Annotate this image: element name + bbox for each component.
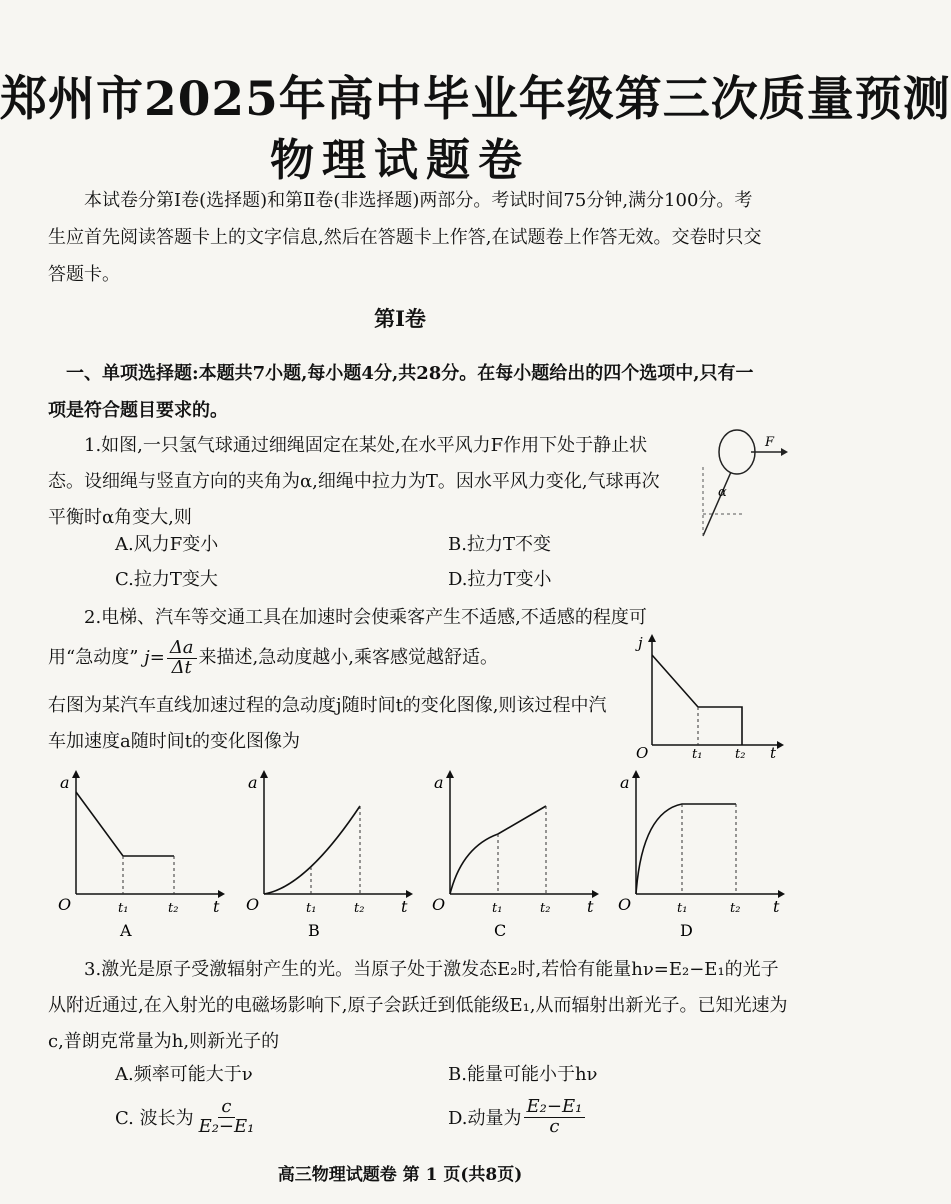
jerk-time-graph: [632, 630, 782, 760]
part1-header: [48, 355, 768, 429]
graph-a-t2: t₂: [168, 901, 179, 916]
graph-a-origin: O: [58, 895, 72, 914]
q1-option-d: D.拉力T变小: [448, 569, 552, 590]
q3-option-d-numerator: E₂−E₁: [524, 1098, 586, 1118]
q3-option-d-text: D.动量为: [448, 1108, 522, 1130]
option-d-graph: [608, 762, 793, 942]
jt-xlabel: t: [770, 744, 777, 762]
question-1-stem: 1.如图,一只氢气球通过细绳固定在某处,在水平风力F作用下处于静止状态。设细绳与竖直方向的夹角为α,细绳中拉力为T。因水平风力变化,气球再次平衡时α角变大,则: [48, 435, 660, 528]
paper-title: 郑州市2025年高中毕业年级第三次质量预测: [0, 72, 951, 127]
q3-option-d-denominator: c: [549, 1115, 560, 1137]
question-2-line3: [48, 688, 608, 760]
page-footer: 高三物理试题卷 第 1 页(共8页): [277, 1165, 523, 1185]
jerk-formula-denominator: Δt: [171, 656, 192, 678]
paper-subtitle: 物理试题卷: [270, 135, 530, 186]
q1-option-a: A.风力F变小: [115, 534, 219, 555]
graph-d-origin: O: [618, 895, 632, 914]
graph-a-t1: t₁: [118, 901, 129, 916]
string-line: [703, 472, 731, 536]
q3-option-b: B.能量可能小于hν: [448, 1064, 598, 1085]
graph-c-curve: [450, 806, 546, 894]
question-3: [48, 952, 788, 1060]
jt-x-arrow: [777, 741, 784, 749]
jt-t2-label: t₂: [735, 747, 746, 762]
exam-instructions: [48, 182, 768, 293]
jt-curve: [652, 655, 742, 745]
jt-y-arrow: [648, 634, 656, 642]
jerk-formula-numerator: Δa: [167, 639, 197, 659]
alpha-label: α: [718, 485, 727, 500]
question-2-stem-b2: 来描述,急动度越小,乘客感觉越舒适。: [198, 647, 498, 668]
jerk-formula-fraction: [167, 636, 197, 678]
option-c-graph: [422, 762, 607, 942]
option-a-graph: [48, 762, 233, 942]
question-3-stem: 3.激光是原子受激辐射产生的光。当原子处于激发态E₂时,若恰有能量hν=E₂−E₁的光子从附近通过,在入射光的电磁场影响下,原子会跃迁到低能级E₁,从而辐射出新光子。已知光速为c,普朗克常量为h,则新光子的: [48, 959, 788, 1052]
graph-c-t2: t₂: [540, 901, 551, 916]
question-2-line2: [48, 636, 668, 680]
graph-d-ylabel: a: [620, 773, 630, 792]
jt-ylabel: j: [638, 634, 643, 652]
balloon-shape: [719, 430, 755, 474]
graph-d-xlabel: t: [773, 897, 780, 916]
graph-b-curve: [264, 806, 360, 894]
graph-b-letter: B: [308, 921, 320, 940]
instructions-text: 本试卷分第Ⅰ卷(选择题)和第Ⅱ卷(非选择题)两部分。考试时间75分钟,满分100分。考生应首先阅读答题卡上的文字信息,然后在答题卡上作答,在试题卷上作答无效。交卷时只交答题卡。: [48, 190, 762, 285]
q3-option-c-fraction: [196, 1098, 258, 1137]
q3-option-c-text: C. 波长为: [115, 1108, 194, 1130]
q3-option-a: A.频率可能大于ν: [115, 1064, 253, 1085]
graph-c-t1: t₁: [492, 901, 503, 916]
graph-d-y-arrow: [632, 770, 640, 778]
graph-d-t2: t₂: [730, 901, 741, 916]
graph-b-origin: O: [246, 895, 260, 914]
question-1: [48, 428, 673, 536]
graph-d-t1: t₁: [677, 901, 688, 916]
graph-c-origin: O: [432, 895, 446, 914]
graph-a-y-arrow: [72, 770, 80, 778]
wind-force-arrowhead: [781, 448, 788, 456]
graph-d-letter: D: [680, 921, 693, 940]
graph-a-xlabel: t: [213, 897, 220, 916]
q3-option-c-numerator: c: [218, 1098, 234, 1118]
question-2-stem-b1: 用“急动度”: [48, 647, 139, 668]
graph-b-xlabel: t: [401, 897, 408, 916]
question-2-stem-a: 2.电梯、汽车等交通工具在加速时会使乘客产生不适感,不适感的程度可: [84, 607, 647, 628]
graph-b-y-arrow: [260, 770, 268, 778]
section-title: 第Ⅰ卷: [374, 306, 426, 331]
graph-c-xlabel: t: [587, 897, 594, 916]
part1-header-text: 一、单项选择题:本题共7小题,每小题4分,共28分。在每小题给出的四个选项中,只有一项是符合题目要求的。: [48, 363, 754, 421]
option-b-graph: [236, 762, 421, 942]
q3-option-c: [115, 1098, 259, 1137]
graph-a-letter: A: [120, 921, 132, 940]
graph-b-t1: t₁: [306, 901, 317, 916]
q3-option-d-fraction: [524, 1098, 586, 1137]
force-label: F: [765, 435, 775, 450]
q3-option-d: [448, 1098, 587, 1137]
q1-option-c: C.拉力T变大: [115, 569, 218, 590]
q2-option-graphs: [48, 762, 788, 942]
balloon-figure: [685, 418, 790, 538]
graph-d-curve: [636, 804, 736, 894]
question-2-stem-c: 右图为某汽车直线加速过程的急动度j随时间t的变化图像,则该过程中汽车加速度a随时间t的变化图像为: [48, 695, 607, 752]
graph-b-t2: t₂: [354, 901, 365, 916]
jerk-formula-lhs: j=: [144, 647, 165, 668]
graph-b-ylabel: a: [248, 773, 258, 792]
graph-c-y-arrow: [446, 770, 454, 778]
graph-a-curve: [76, 792, 174, 856]
q3-option-c-denominator: E₂−E₁: [198, 1115, 255, 1137]
q1-option-b: B.拉力T不变: [448, 534, 551, 555]
graph-c-letter: C: [494, 921, 507, 940]
jt-t1-label: t₁: [692, 747, 703, 762]
graph-c-ylabel: a: [434, 773, 444, 792]
jt-origin: O: [636, 744, 649, 762]
graph-a-ylabel: a: [60, 773, 70, 792]
